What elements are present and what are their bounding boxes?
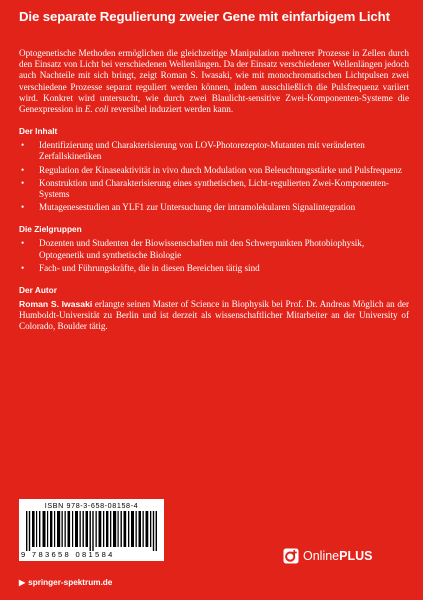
- list-item: • Mutagenesestudien an YLF1 zur Untersuchung der intramolekularen Signalintegration: [19, 202, 409, 213]
- zielgruppen-heading: Die Zielgruppen: [19, 224, 82, 235]
- online-plus-icon: [283, 548, 299, 564]
- page-title: Die separate Regulierung zweier Gene mit einfarbigem Licht: [19, 9, 390, 24]
- barcode-bars: [26, 511, 157, 551]
- intro-species: E. coli: [84, 104, 109, 115]
- intro-text-1: Optogenetische Methoden ermöglichen die gleichzeitige Manipulation mehrerer Prozesse in Zellen durch den Einsatz von Licht bei verschiedenen Wellenlängen. Da der Einsatz verschiedener Wellenlängen jedoch auch Nachteile mit sich bringt, zeigt Roman S. Iwasaki, wie mit monochromatischen Lichtpulsen zwei verschiedene Prozesse separat reguliert werden können, indem ausschließlich die Pulsfrequenz variiert wird. Konkret wird untersucht, wie durch zwei Blaulicht-sensitive Zwei-Komponenten-Systeme die Genexpression in: [19, 48, 409, 115]
- autor-heading: Der Autor: [19, 285, 57, 296]
- online-plus-label: [303, 549, 372, 563]
- intro-paragraph: [19, 48, 409, 115]
- publisher-url[interactable]: [19, 578, 112, 587]
- author-name: Roman S. Iwasaki: [19, 299, 93, 310]
- author-bio: erlangte seinen Master of Science in Biophysik bei Prof. Dr. Andreas Möglich an der Humboldt-Universität zu Berlin und ist derzeit als wissenschaftlicher Mitarbeiter an der University of Colorado, Boulder tätig.: [19, 299, 409, 332]
- arrow-right-icon: ▶: [19, 578, 26, 587]
- isbn-number: ISBN 978-3-658-08158-4: [44, 501, 139, 510]
- intro-text-2: reversibel induziert werden kann.: [108, 104, 234, 115]
- zielgruppen-list: [19, 238, 409, 274]
- inhalt-heading: Der Inhalt: [19, 126, 58, 137]
- online-plus-suffix: PLUS: [339, 549, 373, 563]
- list-item: • Dozenten und Studenten der Biowissenschaften mit den Schwerpunkten Photobiophysik, Optogenetik und synthetische Biologie: [19, 238, 409, 260]
- list-item: • Fach- und Führungskräfte, die in diesen Bereichen tätig sind: [19, 263, 409, 274]
- back-cover-text: [19, 48, 409, 333]
- author-paragraph: [19, 299, 409, 333]
- inhalt-list: [19, 140, 409, 213]
- barcode-digits: 9 783658 081584: [21, 550, 115, 559]
- list-item: • Identifizierung und Charakterisierung von LOV-Photorezeptor-Mutanten mit veränderten Zerfallskinetiken: [19, 140, 409, 162]
- list-item: • Regulation der Kinaseaktivität in vivo durch Modulation von Beleuchtungsstärke und Pulsfrequenz: [19, 165, 409, 176]
- list-item: • Konstruktion und Charakterisierung eines synthetischen, Licht-regulierten Zwei-Komponenten-Systems: [19, 178, 409, 200]
- isbn-barcode: [19, 499, 164, 561]
- publisher-url-text[interactable]: springer-spektrum.de: [28, 578, 113, 587]
- online-plus-prefix: Online: [303, 549, 340, 563]
- online-plus-logo: [283, 548, 372, 564]
